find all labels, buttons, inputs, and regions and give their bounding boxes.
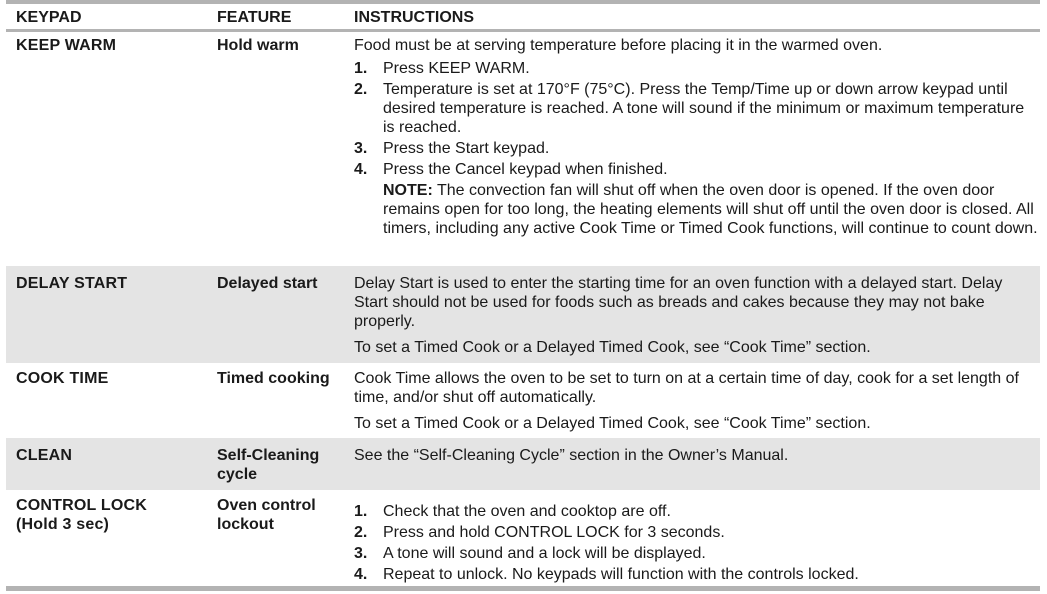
paragraph: To set a Timed Cook or a Delayed Timed Cook, see “Cook Time” section. bbox=[354, 415, 871, 432]
keypad-cell: KEEP WARM bbox=[16, 37, 117, 54]
instructions-cell bbox=[354, 369, 1038, 433]
step-number: 2. bbox=[354, 81, 368, 98]
list-item bbox=[354, 139, 1038, 158]
instructions-cell bbox=[354, 36, 1038, 238]
step-number: 1. bbox=[354, 60, 368, 77]
intro-text: Food must be at serving temperature before placing it in the warmed oven. bbox=[354, 37, 883, 54]
table-bottom-border bbox=[6, 586, 1040, 591]
feature-cell: Self-Cleaning cycle bbox=[217, 447, 320, 483]
step-text: Check that the oven and cooktop are off. bbox=[383, 503, 671, 520]
step-text: Press and hold CONTROL LOCK for 3 seconds. bbox=[383, 524, 725, 541]
step-text: A tone will sound and a lock will be displayed. bbox=[383, 545, 706, 562]
table-row bbox=[6, 32, 1040, 266]
step-number: 2. bbox=[354, 524, 368, 541]
step-number: 4. bbox=[354, 566, 368, 583]
list-item bbox=[354, 502, 1038, 521]
table-row bbox=[6, 363, 1040, 438]
keypad-cell: CLEAN bbox=[16, 447, 73, 464]
step-list bbox=[354, 502, 1038, 584]
step-text: Temperature is set at 170°F (75°C). Press the Temp/Time up or down arrow keypad until desired temperature is reached. A tone will sound if the minimum or maximum temperature is reached. bbox=[383, 81, 1025, 136]
list-item bbox=[354, 160, 1038, 179]
keypad-cell: COOK TIME bbox=[16, 370, 109, 387]
instructions-cell bbox=[354, 274, 1038, 357]
step-list bbox=[354, 59, 1038, 179]
note-body: The convection fan will shut off when the oven door is opened. If the oven door remains open for too long, the heating elements will shut off until the oven door is closed. All timers, including any active Cook Time or Timed Cook functions, will continue to count down. bbox=[383, 182, 1038, 237]
keypad-cell: CONTROL LOCK (Hold 3 sec) bbox=[16, 497, 147, 533]
list-item bbox=[354, 523, 1038, 542]
table-row bbox=[6, 266, 1040, 363]
step-number: 3. bbox=[354, 545, 368, 562]
paragraph: To set a Timed Cook or a Delayed Timed Cook, see “Cook Time” section. bbox=[354, 339, 871, 356]
header-keypad: KEYPAD bbox=[16, 9, 82, 26]
paragraph: Delay Start is used to enter the starting time for an oven function with a delayed start. Delay Start should not be used for foods such as breads and cakes because they may not bake properly. bbox=[354, 275, 1003, 330]
step-number: 3. bbox=[354, 140, 368, 157]
header-instructions: INSTRUCTIONS bbox=[354, 9, 474, 26]
step-text: Press the Cancel keypad when finished. bbox=[383, 161, 668, 178]
paragraph: See the “Self-Cleaning Cycle” section in the Owner’s Manual. bbox=[354, 447, 789, 464]
instructions-cell bbox=[354, 446, 1038, 465]
note-text bbox=[354, 181, 1038, 238]
feature-cell: Delayed start bbox=[217, 275, 318, 292]
note-label: NOTE: bbox=[383, 182, 433, 199]
table-row bbox=[6, 438, 1040, 490]
step-number: 4. bbox=[354, 161, 368, 178]
feature-cell: Oven control lockout bbox=[217, 497, 316, 533]
list-item bbox=[354, 544, 1038, 563]
table-header bbox=[6, 4, 1040, 29]
step-number: 1. bbox=[354, 503, 368, 520]
step-text: Press the Start keypad. bbox=[383, 140, 550, 157]
list-item bbox=[354, 59, 1038, 78]
instructions-cell bbox=[354, 502, 1038, 586]
paragraph: Cook Time allows the oven to be set to turn on at a certain time of day, cook for a set length of time, and/or shut off automatically. bbox=[354, 370, 1019, 406]
list-item bbox=[354, 565, 1038, 584]
keypad-cell: DELAY START bbox=[16, 275, 128, 292]
feature-cell: Timed cooking bbox=[217, 370, 330, 387]
step-text: Repeat to unlock. No keypads will function with the controls locked. bbox=[383, 566, 859, 583]
step-text: Press KEEP WARM. bbox=[383, 60, 530, 77]
header-feature: FEATURE bbox=[217, 9, 292, 26]
feature-cell: Hold warm bbox=[217, 37, 299, 54]
table-row bbox=[6, 490, 1040, 586]
list-item bbox=[354, 80, 1038, 137]
